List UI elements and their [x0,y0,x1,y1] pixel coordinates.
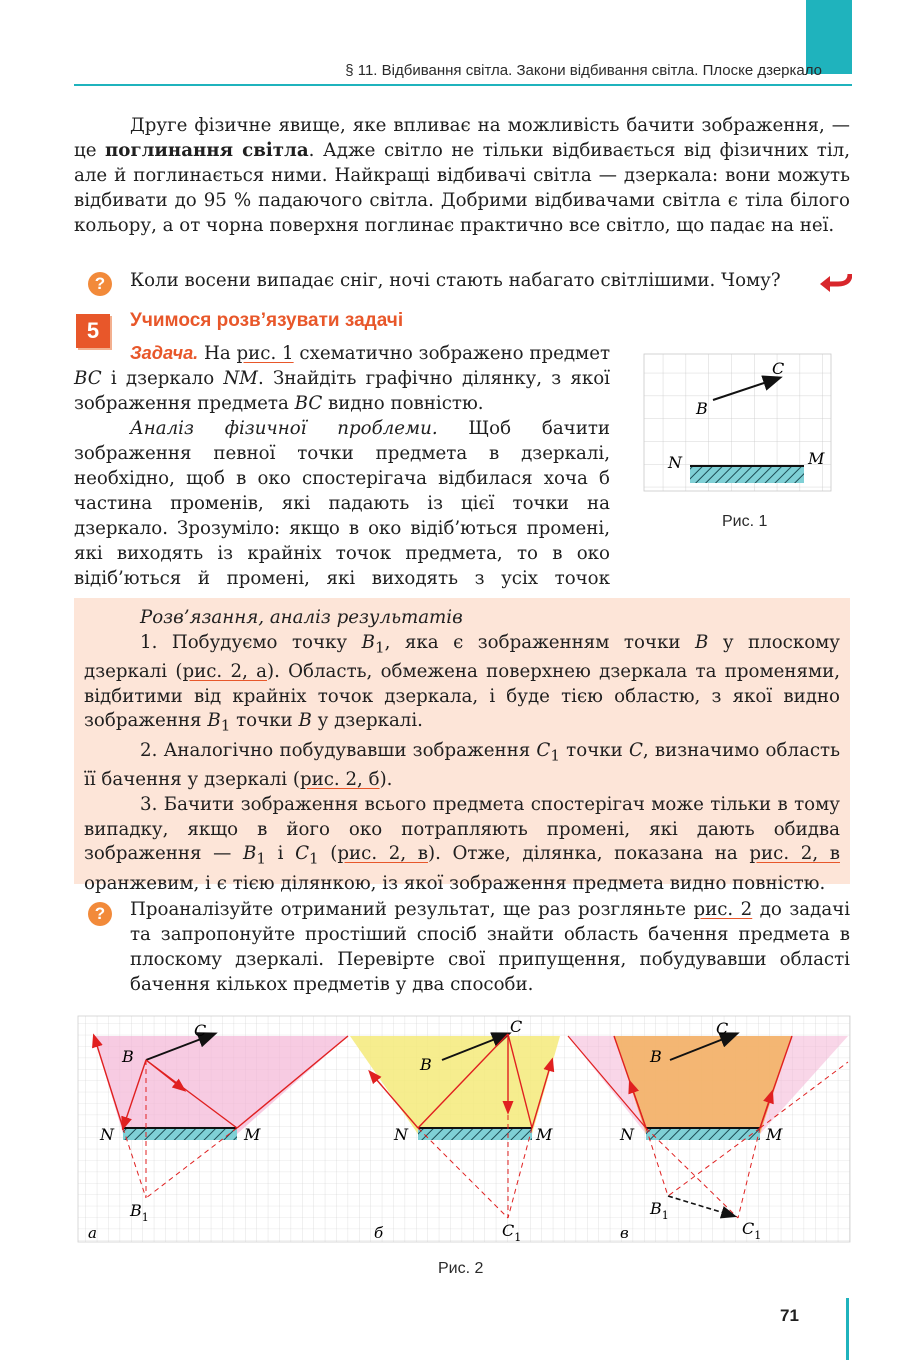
fig2v-b: B [650,1047,662,1066]
intro-text-1: Друге фізичне явище, яке впливає на можливість бачити зображення, — це [74,115,850,161]
mirror-nm [690,466,804,483]
fig2v-tag: в [620,1224,629,1242]
task-text [74,341,610,616]
sol3-and: і [266,843,296,865]
task-text-d: . Знайдіть графічно ділянку, з якої зображення предмета [74,368,610,414]
link-fig-2v[interactable]: рис. 2, в [337,843,428,865]
header-rule [74,84,852,86]
fig1-label-b: B [696,399,708,418]
fig2v-n: N [620,1125,634,1144]
question-1-text: Коли восени випадає сніг, ночі стають набагато світлішими. Чому? [130,270,781,291]
fig2b-tag: б [374,1224,384,1242]
link-fig-2v-2[interactable]: рис. 2, в [749,843,840,865]
intro-bold-term: поглинання світла [105,140,309,161]
sub-1-3: 1 [550,746,560,765]
sub-1-4: 1 [256,849,266,868]
var-b1-3: B [242,843,257,865]
fig2a-b: B [122,1047,134,1066]
task-text-c: і дзеркало [101,368,224,389]
sol3-text-d: оранжевим, і є тією ділянкою, із якої зображення предмета видно повністю. [84,872,826,894]
fig1-label-m: M [808,449,825,468]
fig2v-b1: $B_1$ [650,1199,669,1222]
link-fig-2b[interactable]: рис. 2, б [299,769,380,791]
q2-text-a: Проаналізуйте отриманий результат, ще раз розгляньте [130,899,694,920]
var-bc: BC [74,368,102,389]
intro-text-2: . Адже світло не тільки відбивається від фізичних тіл, але й поглинається ними. Найкращі відбивачі світла — дзеркала: вони можуть відбивати до 95 % падаючого світла. Добрими відбивачами світла є тіла білого кольору, а от чорна поверхня поглинає практично все світло, що падає на неї. [74,140,851,236]
sol2-text-b: точки [559,739,629,761]
var-c1-2: C [295,843,309,865]
analysis-text: Щоб бачити зображення певної точки предмета в дзеркалі, необхідно, щоб в око спостерігача відбилася хоча б частина променів, які падають із цієї точки на дзеркало. Зрозуміло: якщо в око відіб’ються промені, які виходять із крайніх точок предмета, то в око відіб’ються й промені, які виходять з усіх точок [74,418,611,589]
intro-paragraph [74,113,850,238]
sol3-text-b: ( [318,843,338,865]
fig2a-m: M [244,1125,261,1144]
var-b-2: B [298,710,312,732]
figure-2 [74,1012,852,1250]
sol1-text-a: 1. Побудуємо точку [140,631,362,653]
fig2a-n: N [100,1125,114,1144]
task-text-b: схематично зображено предмет [293,343,611,364]
fig2b-m: M [536,1125,553,1144]
figure-1-caption: Рис. 1 [722,513,768,530]
analysis-label: Аналіз фізичної проблеми. [130,418,438,439]
fig2v-m: M [766,1125,783,1144]
task-label: Задача. [130,343,199,363]
sol1-text-d: ). Область, обмежена поверхнею дзеркала та променями, відбитими від крайніх точок дзеркала, і буде тією областю, з якої видно зображення [84,661,840,732]
page-number: 71 [780,1306,799,1325]
fig1-label-n: N [668,453,682,472]
fig2b-c1: $C_1$ [502,1221,522,1244]
question-icon-2: ? [88,902,112,926]
question-2 [130,897,850,997]
var-bc-2: BC [294,393,323,414]
sol2-text-c: , визначимо область її бачення у дзеркалі ( [84,739,841,791]
var-b: B [694,631,709,653]
figure-2-caption: Рис. 2 [438,1260,484,1277]
fig2v-c: C [716,1019,729,1038]
figure-1 [640,350,850,496]
fig2b-c: C [510,1017,523,1036]
link-fig-2a[interactable]: рис. 2, а [182,661,267,683]
sol1-text-c: у плоскому дзеркалі ( [84,631,840,683]
sol2-text-d: ). [379,769,393,791]
section-number-badge: 5 [76,314,110,348]
link-fig-2[interactable]: рис. 2 [693,899,753,920]
task-text-e: видно повністю. [322,393,484,414]
question-icon: ? [88,272,112,296]
fig2b-b: B [420,1055,432,1074]
sub-1: 1 [374,638,385,657]
fig1-label-c: C [772,359,785,378]
sol1-text-e: точки [230,710,299,732]
running-header: § 11. Відбивання світла. Закони відбивання світла. Плоске дзеркало [345,62,822,79]
var-c1: C [536,739,551,761]
fig2a-b1: $B_1$ [130,1201,149,1224]
sub-1-2: 1 [220,717,231,736]
link-fig-1[interactable]: рис. 1 [236,343,294,364]
fig2a-c: C [194,1021,207,1040]
sol2-text-a: 2. Аналогічно побудувавши зображення [140,739,537,761]
page-number-bar [846,1298,849,1360]
solution-text [84,606,840,896]
var-c: C [628,739,643,761]
solution-heading: Розв’язання, аналіз результатів [140,607,463,628]
return-arrow-icon[interactable] [818,270,852,292]
var-nm: NM [223,368,258,389]
var-b1-2: B [207,710,221,732]
var-b1: B [361,631,375,653]
sol3-text-a: 3. Бачити зображення всього предмета спостерігач може тільки в тому випадку, якщо в його око потрапляють промені, які дають обидва зображення — [84,793,840,865]
task-text-a: На [198,343,237,364]
fig2v-c1: $C_1$ [742,1219,762,1242]
section-title: Учимося розв’язувати задачі [130,310,404,331]
fig2b-n: N [394,1125,408,1144]
question-1 [130,268,830,293]
fig2a-tag: а [88,1224,97,1242]
sub-1-5: 1 [309,849,319,868]
sol1-text-f: у дзеркалі. [311,710,423,732]
q2-text-b: до задачі та запропонуйте простіший спосіб знайти область бачення предмета в плоскому дзеркалі. Перевірте свої припущення, побудувавши області бачення кількох предметів у два способи. [130,899,851,995]
sol3-text-c: ). Отже, ділянка, показана на [427,843,750,865]
sol1-text-b: , яка є зображенням точки [384,631,695,653]
